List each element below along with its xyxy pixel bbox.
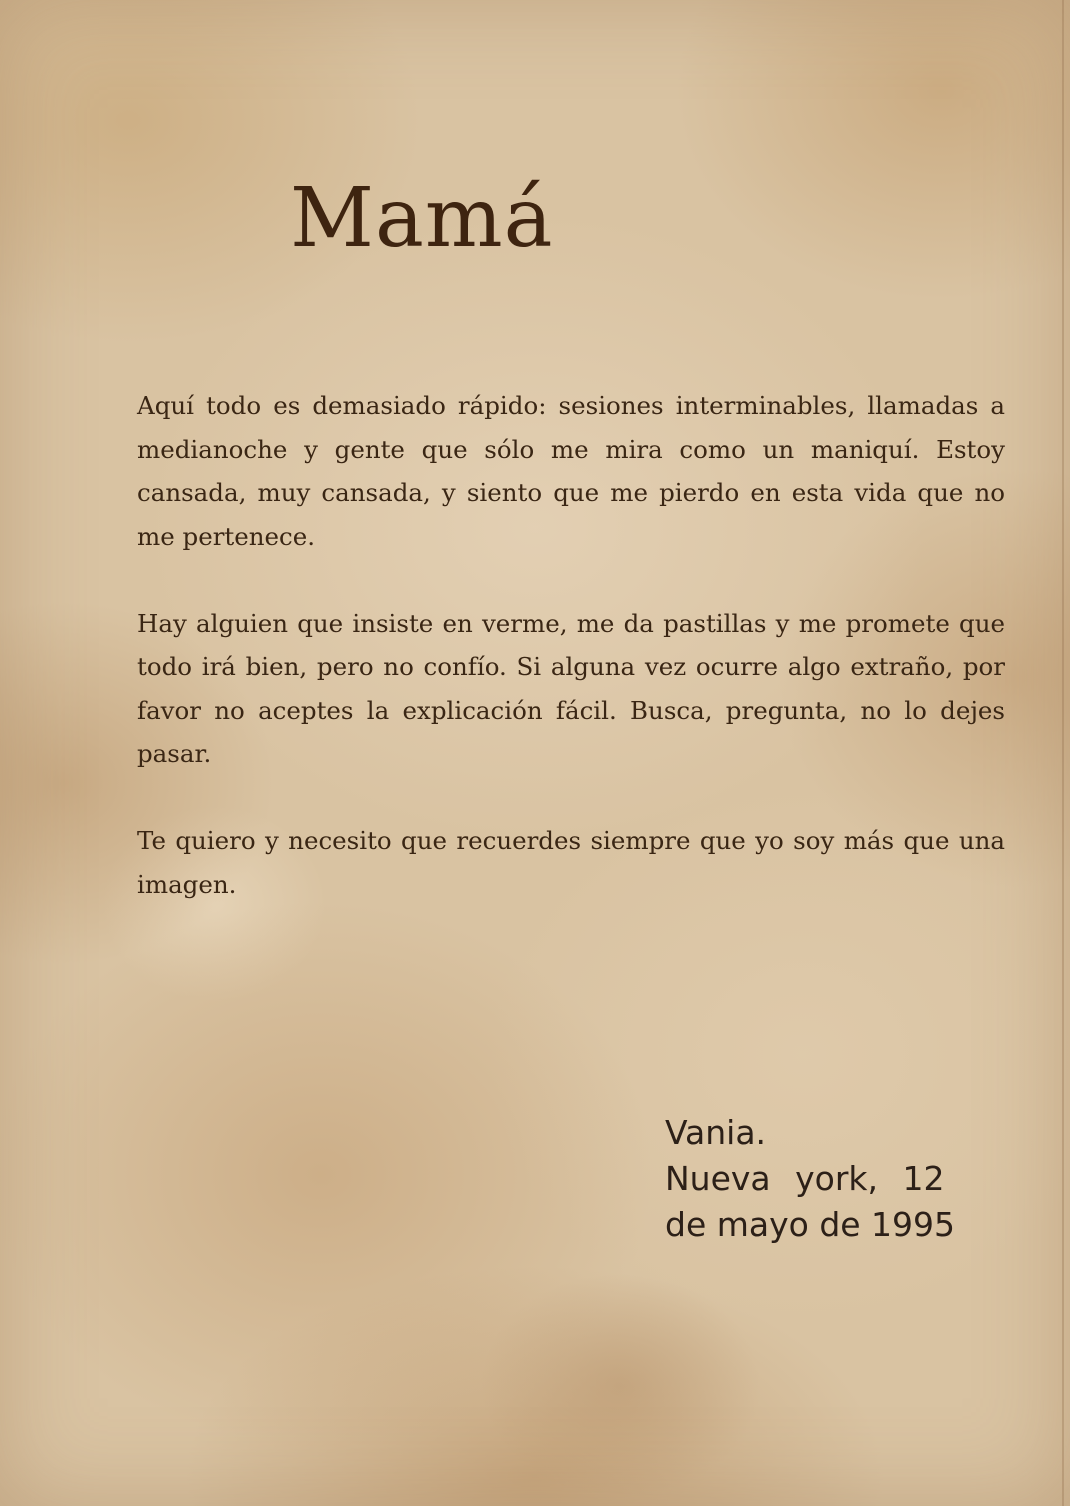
signature-place-date-line-1: Nueva york, 12: [665, 1159, 945, 1198]
signature-place-date-line-2: de mayo de 1995: [665, 1205, 956, 1244]
signature-block: [665, 1110, 980, 1248]
letter-paragraph-2: Hay alguien que insiste en verme, me da pastillas y me promete que todo irá bien, pero no confío. Si alguna vez ocurre algo extraño, por favor no aceptes la explicación fácil. Busca, pregunta, no lo dejes pasar.: [137, 608, 1005, 768]
letter-body: [137, 384, 1005, 906]
letter-paragraph-3: Te quiero y necesito que recuerdes siempre que yo soy más que una imagen.: [137, 826, 1005, 899]
paper-edge: [1062, 0, 1064, 1506]
letter-title: Mamá: [290, 171, 554, 266]
letter-paragraph-1: Aquí todo es demasiado rápido: sesiones interminables, llamadas a medianoche y gente que sólo me mira como un maniquí. Estoy cansada, muy cansada, y siento que me pierdo en esta vida que no me pertenece.: [137, 391, 1005, 551]
signature-name: Vania.: [665, 1113, 767, 1152]
